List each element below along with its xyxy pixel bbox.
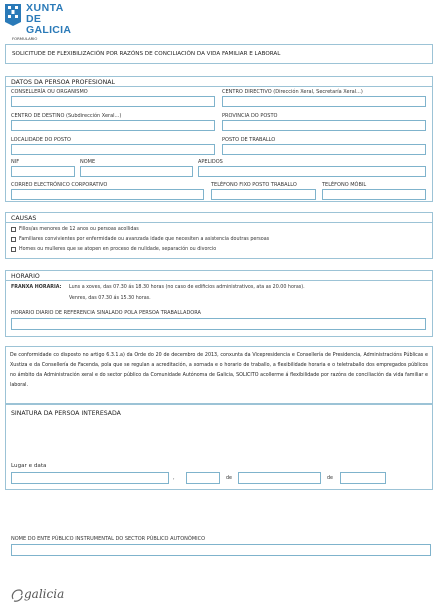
signature-title: SINATURA DA PERSOA INTERESADA (11, 410, 121, 417)
logo-line1: XUNTA (26, 2, 64, 14)
logo-line2: DE GALICIA (26, 13, 72, 36)
telefono-mobil-field[interactable] (322, 189, 426, 200)
telefono-fixo-field[interactable] (211, 189, 316, 200)
centro-destino-field[interactable] (11, 120, 215, 131)
causa-checkbox-1[interactable] (11, 227, 16, 232)
franxa-line2: Venres, das 07.30 ás 15.30 horas. (69, 296, 151, 301)
causas-title: CAUSAS (11, 215, 37, 222)
horario-title: HORARIO (11, 273, 40, 280)
personal-data-rule (5, 86, 433, 87)
apelidos-field[interactable] (198, 166, 426, 177)
form-tag: FORMULARIO (12, 36, 38, 41)
place-date-label: Lugar e data (11, 463, 47, 469)
localidade-label: LOCALIDADE DO POSTO (11, 137, 71, 143)
telefono-fixo-label: TELÉFONO FIXO POSTO TRABALLO (211, 182, 297, 188)
apelidos-label: APELIDOS (198, 159, 223, 165)
xunta-shield-icon (4, 3, 22, 27)
centro-directivo-field[interactable] (222, 96, 426, 107)
causa-label-3: Homes ou mulleres que se atopen en proceso de nulidade, separación ou divorcio (19, 247, 217, 252)
place-field[interactable] (11, 472, 169, 484)
month-field[interactable] (238, 472, 321, 484)
posto-field[interactable] (222, 144, 426, 155)
franxa-label: FRANXA HORARIA: (11, 285, 62, 290)
day-field[interactable] (186, 472, 220, 484)
correo-field[interactable] (11, 189, 204, 200)
declaration-text: De conformidade co disposto no artigo 6.3.1.a) da Orde do 20 de decembro de 2013, conxunta da Vicepresidencia e Consellería de Presidencia, Administracións Públicas e Xustiza e da Consellería de Facenda, pola que se regulan a acreditación, a xornada e o horario de traballo, a flexibilidade horaria e o teletraballo dos empregados públicos no ámbito da Administración xeral e do sector público da Comunidade Autónoma de Galicia, SOLICITO acollerme á flexibilidade por razóns de conciliación da vida familiar e laboral. (10, 353, 428, 388)
nome-field[interactable] (80, 166, 193, 177)
galicia-brand-text: galicia (24, 587, 65, 601)
year-field[interactable] (340, 472, 386, 484)
date-de-1: de (226, 476, 232, 481)
consellaria-field[interactable] (11, 96, 215, 107)
telefono-mobil-label: TELÉFONO MÓBIL (322, 182, 367, 188)
nif-label: NIF (11, 159, 20, 165)
posto-label: POSTO DE TRABALLO (222, 137, 276, 143)
horario-diario-label: HORARIO DIARIO DE REFERENCIA SINALADO POLA PERSOA TRABALLADORA (11, 310, 201, 316)
form-title: SOLICITUDE DE FLEXIBILIZACIÓN POR RAZÓNS DE CONCILIACIÓN DA VIDA FAMILIAR E LABORAL (12, 51, 281, 57)
causa-checkbox-3[interactable] (11, 247, 16, 252)
causa-label-1: Fillos/as menores de 12 anos ou persoas acollidas (19, 227, 139, 232)
provincia-field[interactable] (222, 120, 426, 131)
nome-label: NOME (80, 159, 96, 165)
date-de-2: de (327, 476, 333, 481)
xunta-logo (4, 2, 84, 36)
centro-destino-label: CENTRO DE DESTINO (Subdirección Xeral...) (11, 113, 122, 119)
causa-checkbox-2[interactable] (11, 237, 16, 242)
causa-label-2: Familiares convivientes por enfermidade ou avanzada idade que necesiten a asistencia doutras persoas (19, 237, 270, 242)
causas-rule (5, 222, 433, 223)
franxa-line1: Luns a xoves, das 07.30 ás 18.30 horas (no caso de edificios administrativos, ata as 20.00 horas). (69, 285, 305, 290)
centro-directivo-label: CENTRO DIRECTIVO (Dirección Xeral, Secretaría Xeral...) (222, 89, 363, 95)
date-comma: , (173, 476, 175, 481)
provincia-label: PROVINCIA DO POSTO (222, 113, 278, 119)
horario-diario-field[interactable] (11, 318, 426, 330)
localidade-field[interactable] (11, 144, 215, 155)
galicia-brand (10, 585, 80, 607)
nif-field[interactable] (11, 166, 75, 177)
consellaria-label: CONSELLERÍA OU ORGANISMO (11, 89, 88, 95)
horario-rule (5, 280, 433, 281)
personal-data-title: DATOS DA PERSOA PROFESIONAL (11, 79, 115, 86)
correo-label: CORREO ELECTRÓNICO CORPORATIVO (11, 182, 108, 188)
ente-publico-label: NOME DO ENTE PÚBLICO INSTRUMENTAL DO SECTOR PÚBLICO AUTONÓMICO (11, 536, 206, 542)
ente-publico-field[interactable] (11, 544, 431, 556)
galicia-swirl-icon (10, 587, 24, 603)
